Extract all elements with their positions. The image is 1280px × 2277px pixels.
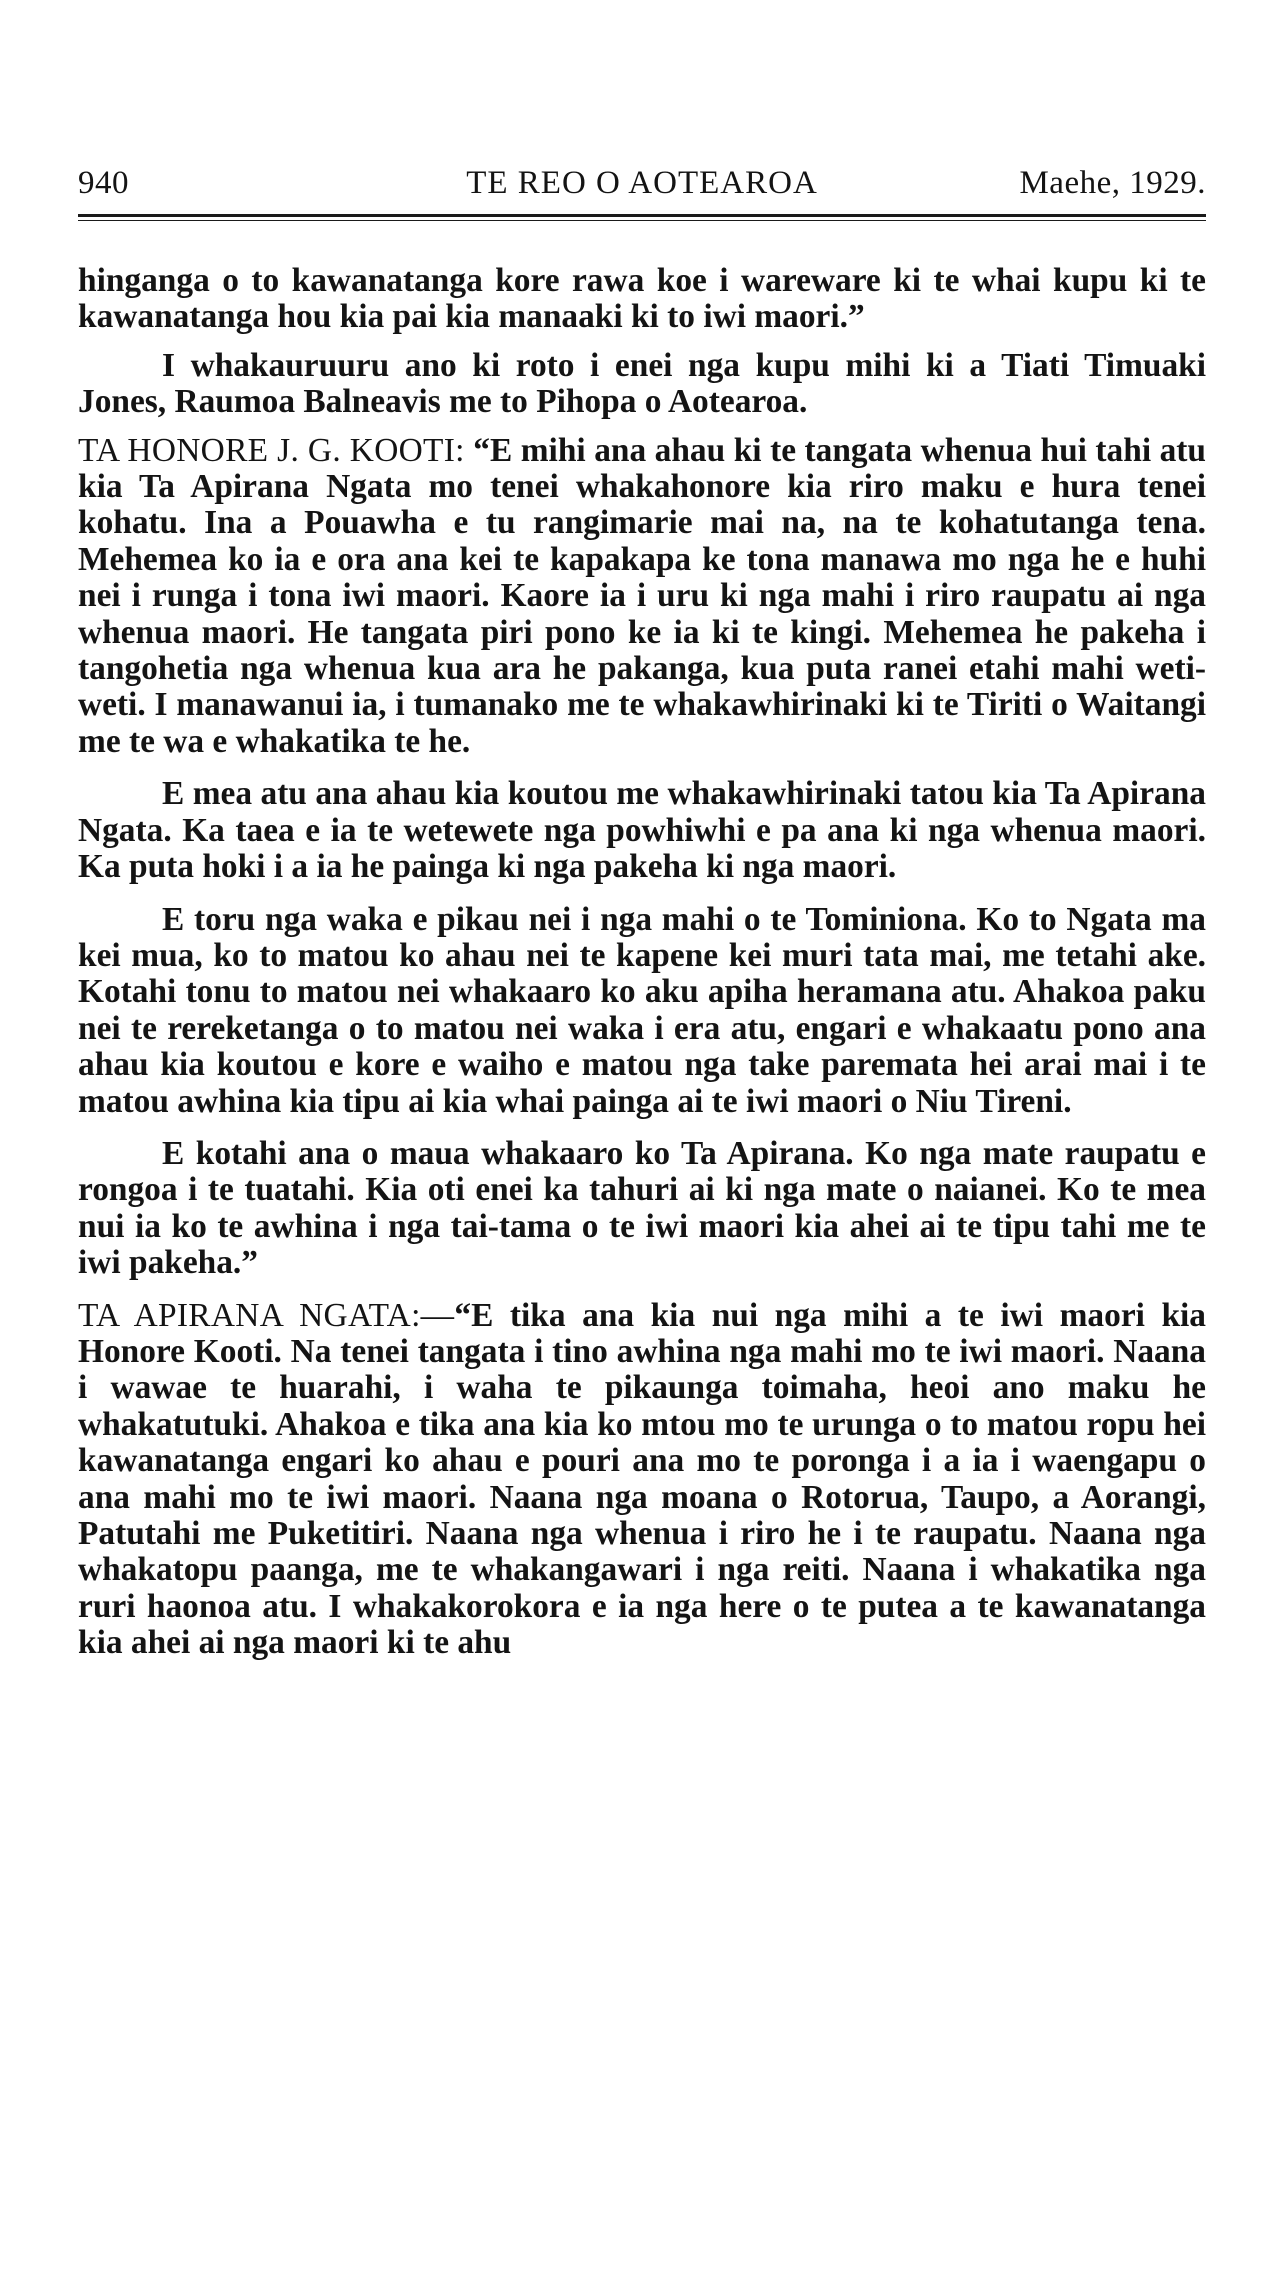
page-number: 940	[78, 165, 129, 201]
header-rule-thin	[78, 220, 1206, 221]
paragraph-text: I whakauruuru ano ki roto i enei nga kupu mihi ki a Tiati Timuaki Jones, Raumoa Balneavis me to Pihopa o Aotearoa.	[78, 346, 1206, 421]
header-rule-thick	[78, 214, 1206, 217]
speaker-name: TA APIRANA NGATA:—	[78, 1296, 455, 1334]
paragraph-3	[78, 433, 1206, 761]
document-page	[78, 160, 1206, 1662]
paragraph-4	[78, 776, 1206, 885]
paragraph-text: hinganga o to kawanatanga kore rawa koe i wareware ki te whai kupu ki te kawanatanga hou kia pai kia manaaki ki to iwi maori.”	[78, 262, 1206, 336]
paragraph-text: “E mihi ana ahau ki te tangata whenua hui tahi atu kia Ta Apirana Ngata mo tenei whakahonore kia riro maku e hura tenei kohatu. Ina a Pouawha e tu rangimarie mai na, na te kohatutanga tena. Mehemea ko ia e ora ana kei te kapakapa ke tona manawa mo nga he e huhi nei i runga i tona iwi maori. Kaore ia i uru ki nga mahi i riro raupatu ai nga whenua maori. He tangata piri pono ke ia ki te kingi. Mehemea he pakeha i tangohetia nga whenua kua ara he pakanga, kua puta ranei etahi mahi weti-weti. I manawanui ia, i tumanako me te whakawhirinaki ki te Tiriti o Waitangi me te wa e whakatika te he.	[78, 431, 1206, 760]
article-body	[78, 263, 1206, 1662]
running-header	[78, 160, 1206, 206]
paragraph-text: E kotahi ana o maua whakaaro ko Ta Apirana. Ko nga mate raupatu e rongoa i te tuatahi. Kia oti enei ka tahuri ai ki nga mate o naianei. Ko te mea nui ia ko te awhina i nga tai-tama o te iwi maori kia ahei ai te tipu tahi me te iwi pakeha.”	[78, 1134, 1206, 1282]
paragraph-text: “E tika ana kia nui nga mihi a te iwi maori kia Honore Kooti. Na tenei tangata i tino awhina nga mahi mo te iwi maori. Naana i wawae te huarahi, i waha te pikaunga toimaha, heoi ano maku he whakatutuki. Ahakoa e tika ana kia ko mtou mo te urunga o to matou ropu hei kawanatanga engari ko ahau e pouri ana mo te poronga i a ia i waengapu o ana mahi mo te iwi maori. Naana nga moana o Rotorua, Taupo, a Aorangi, Patutahi me Puketitiri. Naana nga whenua i riro he i te raupatu. Naana nga whakatopu paanga, me te whakangawari i nga reiti. Naana i whakatika nga ruri haonoa atu. I whakakorokora e ia nga here o te putea a te kawanatanga kia ahei ai nga maori ki te ahu	[78, 1296, 1207, 1662]
paragraph-5	[78, 902, 1206, 1120]
journal-title: TE REO O AOTEAROA	[466, 165, 818, 201]
paragraph-7	[78, 1298, 1206, 1662]
paragraph-2	[78, 348, 1206, 421]
paragraph-text: E mea atu ana ahau kia koutou me whakawhirinaki tatou kia Ta Apirana Ngata. Ka taea e ia te wetewete nga powhiwhi e pa ana ki nga whenua maori. Ka puta hoki i a ia he painga ki nga pakeha ki nga maori.	[78, 775, 1206, 886]
issue-date: Maehe, 1929.	[1019, 165, 1206, 201]
paragraph-1	[78, 263, 1206, 336]
paragraph-text: E toru nga waka e pikau nei i nga mahi o te Tominiona. Ko to Ngata ma kei mua, ko to matou ko ahau nei te kapene kei muri tata mai, me tetahi ake. Kotahi tonu to matou nei whakaaro ko aku apiha heramana atu. Ahakoa paku nei te rereketanga o to matou nei waka i era atu, engari e whakaatu pono ana ahau kia koutou e kore e waiho e matou nga take paremata hei arai mai i te matou awhina kia tipu ai kia whai painga ai te iwi maori o Niu Tireni.	[78, 900, 1206, 1120]
speaker-name: TA HONORE J. G. KOOTI:	[78, 431, 465, 469]
paragraph-6	[78, 1136, 1206, 1282]
